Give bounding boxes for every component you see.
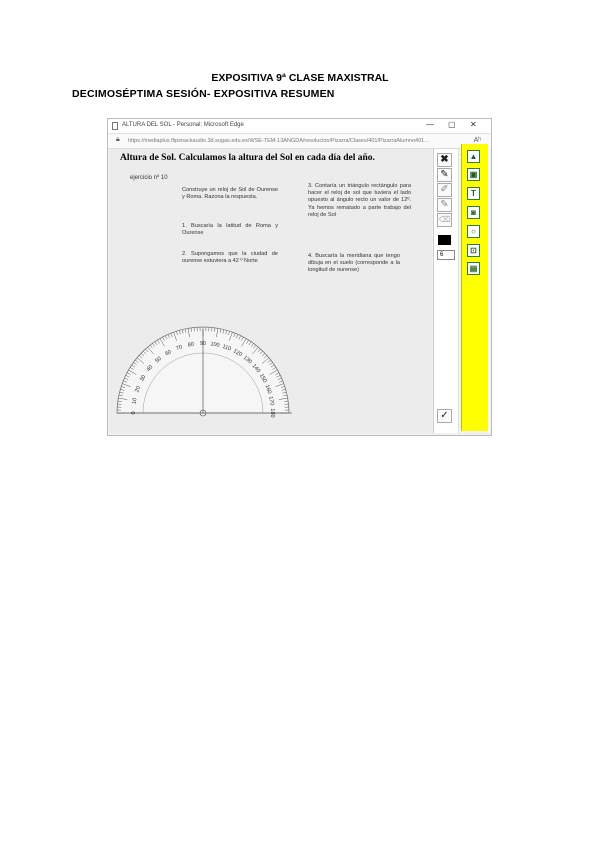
protractor-label: 30: [139, 374, 148, 383]
drawing-toolbox: [433, 149, 459, 433]
marker-tool-icon[interactable]: ✎: [437, 198, 452, 212]
lock-icon: 🔒︎: [116, 136, 120, 143]
protractor-label: 50: [154, 355, 163, 365]
protractor-label: 140: [250, 363, 262, 375]
worksheet-title: Altura de Sol. Calculamos la altura del Sol en cada día del año.: [120, 153, 375, 163]
protractor-label: 20: [134, 385, 143, 394]
capture-icon[interactable]: ⊡: [467, 244, 480, 257]
panel-edge: [488, 144, 490, 431]
protractor-label: 40: [145, 364, 155, 373]
protractor[interactable]: [110, 149, 432, 433]
close-tool-icon[interactable]: ✖: [437, 153, 452, 167]
minimize-button[interactable]: —: [426, 120, 434, 129]
text-icon[interactable]: T: [467, 187, 480, 200]
circle-icon[interactable]: ○: [467, 225, 480, 238]
exercise-label: ejercicio nº 10: [130, 175, 168, 181]
window-titlebar: [108, 119, 491, 134]
page-icon[interactable]: ▤: [467, 262, 480, 275]
address-bar[interactable]: [108, 134, 491, 149]
note-step-2: 2. Supongamos que la ciudad de ourense estuviera a 42 º Norte: [182, 251, 278, 265]
note-step-4: 4. Buscaría la meridiana que tengo dibuja en el suelo (corresponde a la longitud de ourense): [308, 253, 400, 274]
note-step-1: 1. Buscaría la latitud de Roma y Ourense: [182, 223, 278, 237]
color-swatch[interactable]: [438, 235, 451, 245]
camera-icon[interactable]: ◙: [467, 206, 480, 219]
protractor-label: 0: [131, 411, 137, 415]
protractor-label: 170: [267, 395, 275, 407]
pen-tool-icon[interactable]: ✎: [437, 168, 452, 182]
protractor-label: 100: [209, 341, 221, 349]
url-text[interactable]: https://mediaplus.flipsnackaudio.3d.sugas.edu.es/WSE-TEM-13ANGDA/resolucion/Pizarra/Clases/401/PizarraAlumno401...: [128, 138, 429, 144]
note-step-3: 3. Contaría un triángulo rectángulo para hacer el reloj de sol que tuviera el lado opuesto al ángulo recto un valor de 12º. Ya hemos rematado a parte trabajo del reloj de Sol: [308, 183, 411, 218]
protractor-label: 110: [221, 343, 232, 353]
video-icon[interactable]: ▣: [467, 168, 480, 181]
protractor-label: 10: [131, 397, 139, 405]
protractor-label: 160: [263, 384, 273, 395]
image-icon[interactable]: ▲: [467, 150, 480, 163]
protractor-label: 130: [241, 354, 253, 366]
protractor-label: 150: [257, 373, 268, 384]
whiteboard-canvas[interactable]: [110, 149, 432, 433]
protractor-label: 90: [199, 341, 207, 347]
pencil-tool-icon[interactable]: ✐: [437, 183, 452, 197]
protractor-label: 70: [175, 344, 184, 353]
protractor-label: 60: [164, 349, 173, 358]
page-title: EXPOSITIVA 9ª CLASE MAXISTRAL: [211, 72, 389, 84]
window-title: ALTURA DEL SOL - Personal: Microsoft Edge: [122, 122, 244, 128]
yellow-side-panel: [461, 144, 488, 431]
note-intro: Construye un reloj de Sol de Ourense y Roma. Razona la respuesta.: [182, 187, 278, 201]
confirm-icon[interactable]: ✓: [437, 409, 452, 423]
protractor-label: 120: [232, 348, 243, 359]
brush-size-input[interactable]: 6: [437, 250, 455, 260]
protractor-label: 80: [187, 341, 195, 349]
protractor-label: 180: [269, 408, 275, 418]
reader-mode-icon[interactable]: Aʰ: [473, 137, 481, 144]
document-icon: [112, 122, 118, 130]
page-subtitle: DECIMOSÉPTIMA SESIÓN- EXPOSITIVA RESUMEN: [72, 88, 335, 100]
close-window-button[interactable]: ✕: [470, 120, 477, 129]
maximize-button[interactable]: ▢: [448, 120, 456, 129]
screenshot-frame: [107, 118, 492, 436]
eraser-tool-icon[interactable]: ⌫: [437, 213, 452, 227]
